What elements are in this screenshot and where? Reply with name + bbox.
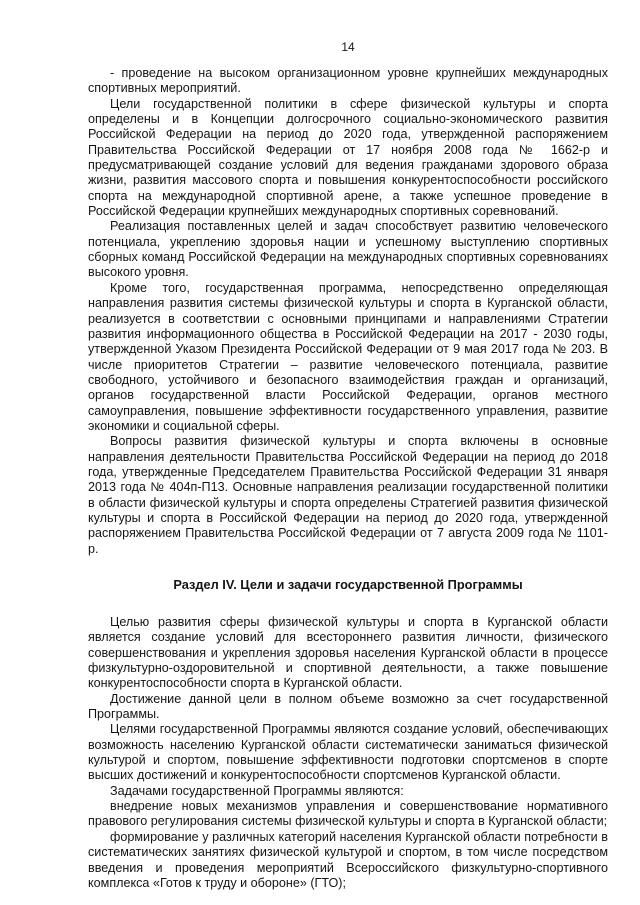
paragraph-information-strategy: Кроме того, государственная программа, непосредственно определяющая направления развития системы физической культуры и спорта в Курганской области, реализуется в соответствии с основными принципами и направлениями Стратегии развития информационного общества в Российской Федерации на 2017 - 2030 годы, утвержденной Указом Президента Российской Федерации от 9 мая 2017 года № 203. В числе приоритетов Стратегии – развитие человеческого потенциала, развитие свободного, устойчивого и безопасного взаимодействия граждан и организаций, органов государственной власти Российской Федерации, органов местного самоуправления, повышение эффективности государственного управления, развитие экономики и социальной сферы. — [88, 280, 608, 433]
page-number: 14 — [341, 40, 355, 54]
paragraph-goals-implementation: Реализация поставленных целей и задач способствует развитию человеческого потенциала, укреплению здоровья нации и успешному выступлению спортивных сборных команд Российской Федерации на международных спортивных соревнованиях высокого уровня. — [88, 219, 608, 280]
paragraph-tasks-intro: Задачами государственной Программы являются: — [110, 783, 404, 798]
section-heading: Раздел IV. Цели и задачи государственной Программы — [173, 577, 523, 592]
paragraph-program-goal: Целью развития сферы физической культуры и спорта в Курганской области является создание условий для всестороннего развития личности, физического совершенствования и укрепления здоровья населения Курганской области в процессе физкультурно-оздоровительной и спортивной деятельности, а также повышение конкурентоспособности спорта в Курганской области. — [88, 615, 608, 691]
document-page — [88, 40, 608, 891]
paragraph-sports-events: - проведение на высоком организационном уровне крупнейших международных спортивных мероприятий. — [88, 66, 608, 96]
paragraph-concept-2020: Цели государственной политики в сфере физической культуры и спорта определены и в Концепции долгосрочного социально-экономического развития Российской Федерации на период до 2020 года, утвержденной распоряжением Правительства Российской Федерации от 17 ноября 2008 года № 1662-р и предусматривающей создание условий для ведения гражданами здорового образа жизни, развития массового спорта и повышения конкурентоспособности российского спорта на международной спортивной арене, а также успешное проведение в Российской Федерации крупнейших международных спортивных соревнований. — [88, 96, 608, 219]
paragraph-task-gto: формирование у различных категорий населения Курганской области потребности в систематических занятиях физической культурой и спортом, в том числе посредством введения и проведения мероприятий Всероссийского физкультурно-спортивного комплекса «Готов к труду и обороне» (ГТО); — [88, 829, 608, 890]
paragraph-task-management: внедрение новых механизмов управления и совершенствование нормативного правового регулирования системы физической культуры и спорта в Курганской области; — [88, 799, 608, 829]
paragraph-goal-achievement: Достижение данной цели в полном объеме возможно за счет государственной Программы. — [88, 691, 608, 722]
paragraph-government-directions: Вопросы развития физической культуры и спорта включены в основные направления деятельности Правительства Российской Федерации на период до 2018 года, утвержденные Председателем Правительства Российской Федерации 31 января 2013 года № 404п-П13. Основные направления реализации государственной политики в области физической культуры и спорта определены Стратегией развития физической культуры и спорта в Российской Федерации на период до 2020 года, утвержденной распоряжением Правительства Российской Федерации от 7 августа 2009 года № 1101-р. — [88, 434, 608, 556]
paragraph-program-aims: Целями государственной Программы являются создание условий, обеспечивающих возможность населению Курганской области систематически заниматься физической культурой и спортом, повышение эффективности подготовки спортсменов в спорте высших достижений и конкурентоспособности спортсменов Курганской области. — [88, 722, 608, 783]
